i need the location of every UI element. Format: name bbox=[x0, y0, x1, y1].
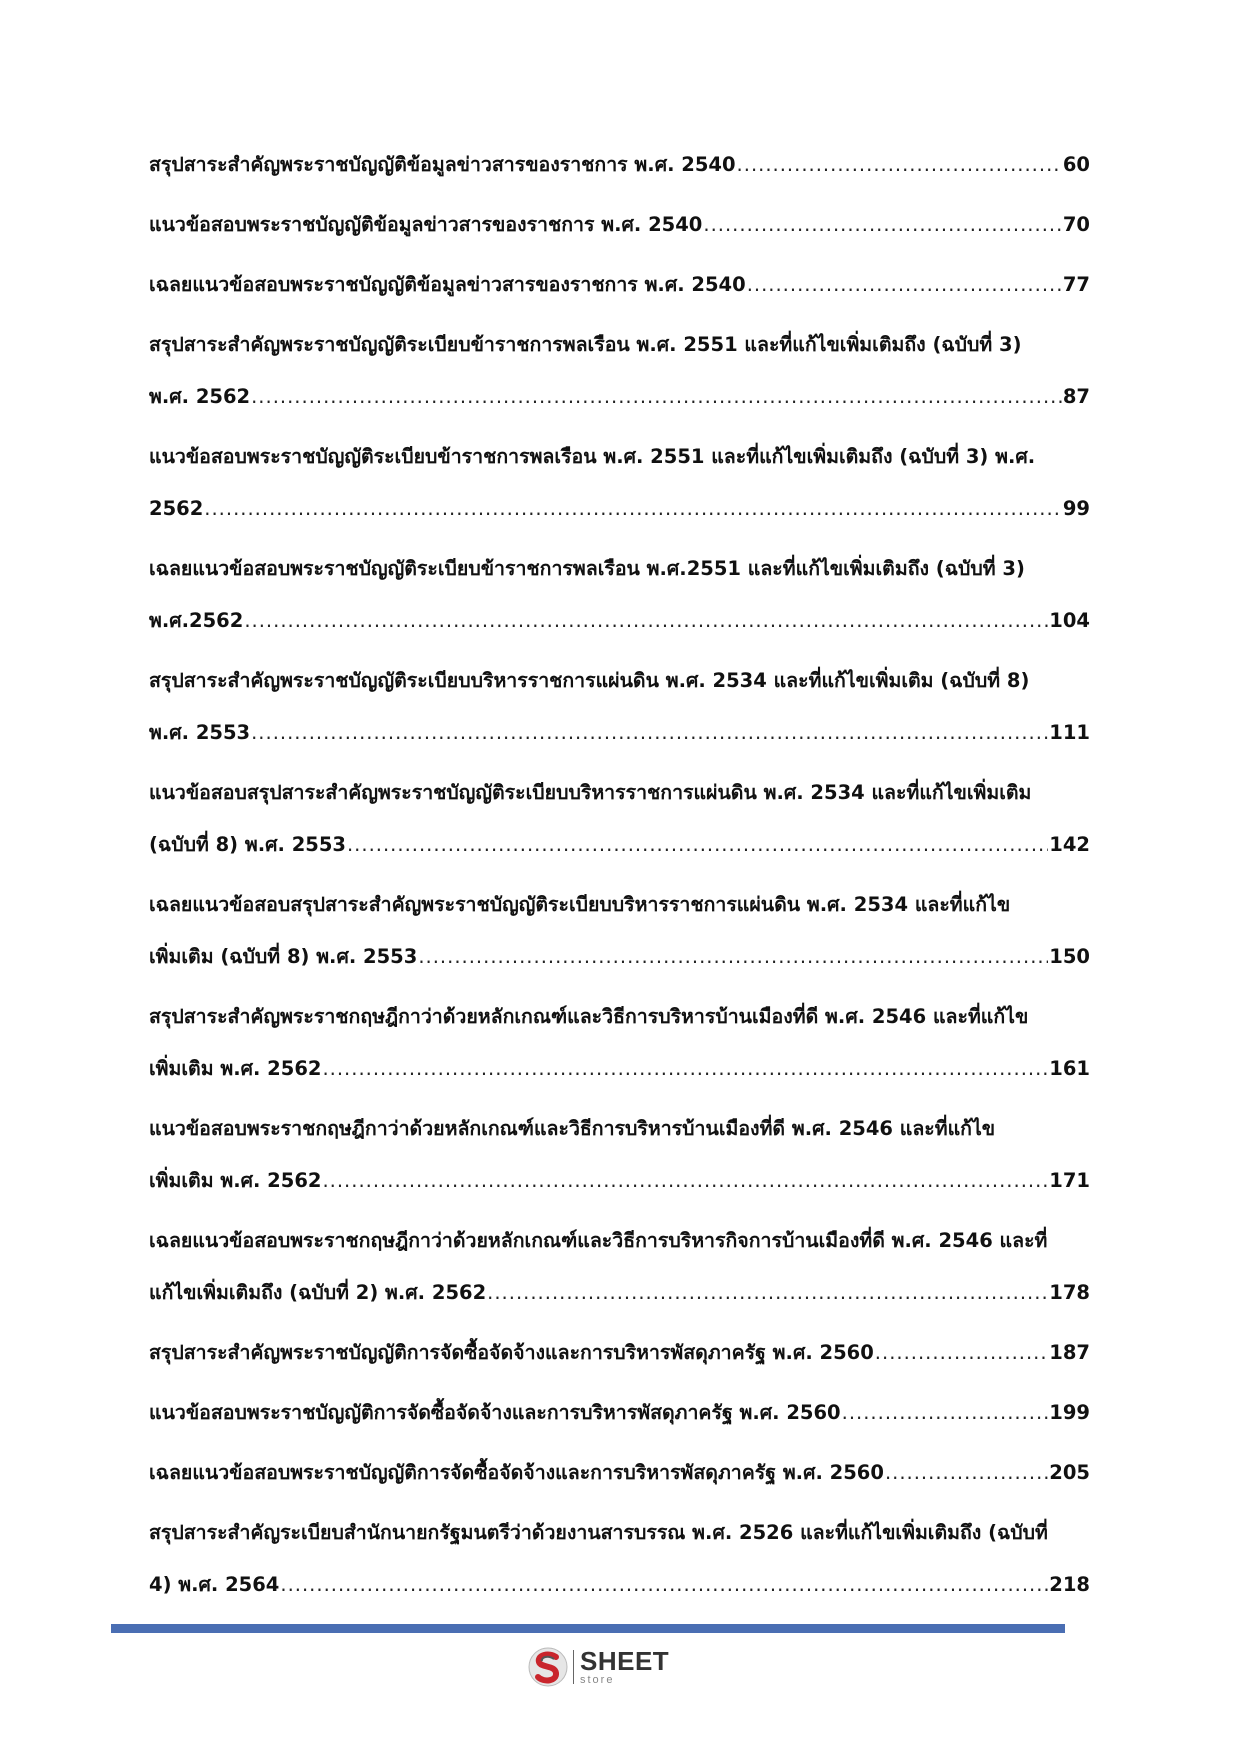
toc-page-number: 99 bbox=[1062, 497, 1090, 520]
toc-leader-dots bbox=[204, 494, 1062, 524]
toc-entry-title: แนวข้อสอบพระราชบัญญัติระเบียบข้าราชการพลเรือน พ.ศ. 2551 และที่แก้ไขเพิ่มเติมถึง (ฉบับที่ 3) พ.ศ. bbox=[149, 445, 1036, 468]
toc-leader-dots bbox=[875, 1338, 1048, 1368]
logo-subtext: store bbox=[580, 1674, 615, 1686]
toc-entry-title: เฉลยแนวข้อสอบพระราชบัญญัติการจัดซื้อจัดจ้างและการบริหารพัสดุภาครัฐ พ.ศ. 2560 bbox=[149, 1461, 884, 1484]
toc-entry-last-line bbox=[149, 270, 1090, 300]
toc-leader-dots bbox=[322, 1166, 1048, 1196]
toc-entry bbox=[149, 890, 1090, 972]
logo-divider bbox=[573, 1650, 574, 1684]
toc-entry-title: เพิ่มเติม พ.ศ. 2562 bbox=[149, 1057, 322, 1080]
toc-entry-line bbox=[149, 1002, 1090, 1032]
toc-page-number: 218 bbox=[1049, 1573, 1090, 1596]
toc-entry-title: เฉลยแนวข้อสอบพระราชบัญญัติระเบียบข้าราชการพลเรือน พ.ศ.2551 และที่แก้ไขเพิ่มเติมถึง (ฉบับที่ 3) bbox=[149, 557, 1025, 580]
toc-entry-last-line bbox=[149, 1338, 1090, 1368]
toc-leader-dots bbox=[842, 1398, 1049, 1428]
toc-entry-line bbox=[149, 890, 1090, 920]
toc-entry-last-line bbox=[149, 382, 1090, 412]
toc-leader-dots bbox=[280, 1570, 1048, 1600]
toc-entry-last-line bbox=[149, 210, 1090, 240]
sheet-store-logo bbox=[527, 1644, 669, 1690]
toc-leader-dots bbox=[737, 150, 1062, 180]
toc-leader-dots bbox=[885, 1458, 1048, 1488]
toc-entry-line bbox=[149, 1114, 1090, 1144]
toc-entry bbox=[149, 270, 1090, 300]
toc-page-number: 199 bbox=[1049, 1401, 1090, 1424]
toc-leader-dots bbox=[703, 210, 1061, 240]
toc-entry bbox=[149, 1518, 1090, 1600]
toc-entry-last-line bbox=[149, 1166, 1090, 1196]
toc-leader-dots bbox=[251, 718, 1048, 748]
toc-page-number: 161 bbox=[1049, 1057, 1090, 1080]
toc-entry bbox=[149, 666, 1090, 748]
toc-page-number: 104 bbox=[1049, 609, 1090, 632]
toc-entry-last-line bbox=[149, 1458, 1090, 1488]
toc-page-number: 205 bbox=[1049, 1461, 1090, 1484]
toc-page-number: 60 bbox=[1062, 153, 1090, 176]
toc-entry-last-line bbox=[149, 830, 1090, 860]
toc-entry bbox=[149, 1458, 1090, 1488]
toc-page-number: 171 bbox=[1049, 1169, 1090, 1192]
table-of-contents bbox=[149, 150, 1090, 1630]
toc-page-number: 70 bbox=[1062, 213, 1090, 236]
toc-entry bbox=[149, 1338, 1090, 1368]
toc-entry-title: 4) พ.ศ. 2564 bbox=[149, 1573, 280, 1596]
toc-entry bbox=[149, 1398, 1090, 1428]
toc-leader-dots bbox=[747, 270, 1062, 300]
toc-entry-last-line bbox=[149, 1398, 1090, 1428]
toc-page-number: 150 bbox=[1049, 945, 1090, 968]
toc-entry bbox=[149, 150, 1090, 180]
toc-entry-title: สรุปสาระสำคัญพระราชกฤษฎีกาว่าด้วยหลักเกณฑ์และวิธีการบริหารบ้านเมืองที่ดี พ.ศ. 2546 และที่แก้ไข bbox=[149, 1005, 1029, 1028]
toc-entry-title: เพิ่มเติม พ.ศ. 2562 bbox=[149, 1169, 322, 1192]
toc-entry-title: เฉลยแนวข้อสอบพระราชบัญญัติข้อมูลข่าวสารของราชการ พ.ศ. 2540 bbox=[149, 273, 746, 296]
toc-page-number: 142 bbox=[1049, 833, 1090, 856]
toc-entry bbox=[149, 210, 1090, 240]
toc-entry-line bbox=[149, 442, 1090, 472]
toc-entry-title: แนวข้อสอบพระราชบัญญัติข้อมูลข่าวสารของราชการ พ.ศ. 2540 bbox=[149, 213, 703, 236]
footer-rule bbox=[111, 1624, 1065, 1633]
toc-entry-last-line bbox=[149, 1570, 1090, 1600]
toc-leader-dots bbox=[347, 830, 1048, 860]
toc-entry-line bbox=[149, 330, 1090, 360]
toc-leader-dots bbox=[322, 1054, 1048, 1084]
toc-entry-line bbox=[149, 778, 1090, 808]
toc-entry-title: แนวข้อสอบพระราชบัญญัติการจัดซื้อจัดจ้างและการบริหารพัสดุภาครัฐ พ.ศ. 2560 bbox=[149, 1401, 841, 1424]
toc-entry-last-line bbox=[149, 1278, 1090, 1308]
toc-entry-title: เฉลยแนวข้อสอบสรุปสาระสำคัญพระราชบัญญัติระเบียบบริหารราชการแผ่นดิน พ.ศ. 2534 และที่แก้ไข bbox=[149, 893, 1011, 916]
toc-page-number: 111 bbox=[1049, 721, 1090, 744]
toc-entry-title: สรุปสาระสำคัญพระราชบัญญัติระเบียบบริหารราชการแผ่นดิน พ.ศ. 2534 และที่แก้ไขเพิ่มเติม (ฉบับที่ 8) bbox=[149, 669, 1030, 692]
sheet-logo-icon bbox=[527, 1646, 569, 1688]
toc-entry-title: สรุปสาระสำคัญพระราชบัญญัติการจัดซื้อจัดจ้างและการบริหารพัสดุภาครัฐ พ.ศ. 2560 bbox=[149, 1341, 874, 1364]
toc-leader-dots bbox=[251, 382, 1062, 412]
toc-page-number: 87 bbox=[1062, 385, 1090, 408]
toc-entry-title: พ.ศ. 2562 bbox=[149, 385, 251, 408]
toc-leader-dots bbox=[487, 1278, 1048, 1308]
toc-entry-last-line bbox=[149, 150, 1090, 180]
toc-entry-title: เพิ่มเติม (ฉบับที่ 8) พ.ศ. 2553 bbox=[149, 945, 418, 968]
toc-entry-title: สรุปสาระสำคัญพระราชบัญญัติข้อมูลข่าวสารของราชการ พ.ศ. 2540 bbox=[149, 153, 736, 176]
toc-entry bbox=[149, 330, 1090, 412]
toc-entry-line bbox=[149, 1226, 1090, 1256]
toc-entry-last-line bbox=[149, 942, 1090, 972]
toc-entry-last-line bbox=[149, 1054, 1090, 1084]
toc-page-number: 77 bbox=[1062, 273, 1090, 296]
toc-entry-title: เฉลยแนวข้อสอบพระราชกฤษฎีกาว่าด้วยหลักเกณฑ์และวิธีการบริหารกิจการบ้านเมืองที่ดี พ.ศ. 2546 และที่ bbox=[149, 1229, 1048, 1252]
toc-entry bbox=[149, 442, 1090, 524]
toc-entry-line bbox=[149, 666, 1090, 696]
toc-entry bbox=[149, 1226, 1090, 1308]
toc-page-number: 187 bbox=[1049, 1341, 1090, 1364]
toc-entry-last-line bbox=[149, 606, 1090, 636]
toc-entry bbox=[149, 778, 1090, 860]
toc-entry-title: สรุปสาระสำคัญพระราชบัญญัติระเบียบข้าราชการพลเรือน พ.ศ. 2551 และที่แก้ไขเพิ่มเติมถึง (ฉบับที่ 3) bbox=[149, 333, 1022, 356]
toc-entry bbox=[149, 1002, 1090, 1084]
toc-entry-last-line bbox=[149, 718, 1090, 748]
toc-entry-line bbox=[149, 1518, 1090, 1548]
toc-entry-title: พ.ศ.2562 bbox=[149, 609, 244, 632]
logo-word: SHEET bbox=[580, 1646, 670, 1676]
toc-entry bbox=[149, 1114, 1090, 1196]
toc-entry-title: แก้ไขเพิ่มเติมถึง (ฉบับที่ 2) พ.ศ. 2562 bbox=[149, 1281, 487, 1304]
toc-entry-line bbox=[149, 554, 1090, 584]
toc-entry-title: (ฉบับที่ 8) พ.ศ. 2553 bbox=[149, 833, 346, 856]
toc-entry-last-line bbox=[149, 494, 1090, 524]
toc-leader-dots bbox=[418, 942, 1048, 972]
toc-entry-title: สรุปสาระสำคัญระเบียบสำนักนายกรัฐมนตรีว่าด้วยงานสารบรรณ พ.ศ. 2526 และที่แก้ไขเพิ่มเติมถึง (ฉบับที่ bbox=[149, 1521, 1048, 1544]
toc-entry-title: พ.ศ. 2553 bbox=[149, 721, 251, 744]
toc-entry-title: แนวข้อสอบสรุปสาระสำคัญพระราชบัญญัติระเบียบบริหารราชการแผ่นดิน พ.ศ. 2534 และที่แก้ไขเพิ่มเติม bbox=[149, 781, 1032, 804]
toc-entry bbox=[149, 554, 1090, 636]
toc-entry-title: แนวข้อสอบพระราชกฤษฎีกาว่าด้วยหลักเกณฑ์และวิธีการบริหารบ้านเมืองที่ดี พ.ศ. 2546 และที่แก้ไข bbox=[149, 1117, 996, 1140]
toc-entry-title: 2562 bbox=[149, 497, 204, 520]
toc-leader-dots bbox=[244, 606, 1048, 636]
logo-text bbox=[580, 1648, 669, 1686]
toc-page-number: 178 bbox=[1049, 1281, 1090, 1304]
